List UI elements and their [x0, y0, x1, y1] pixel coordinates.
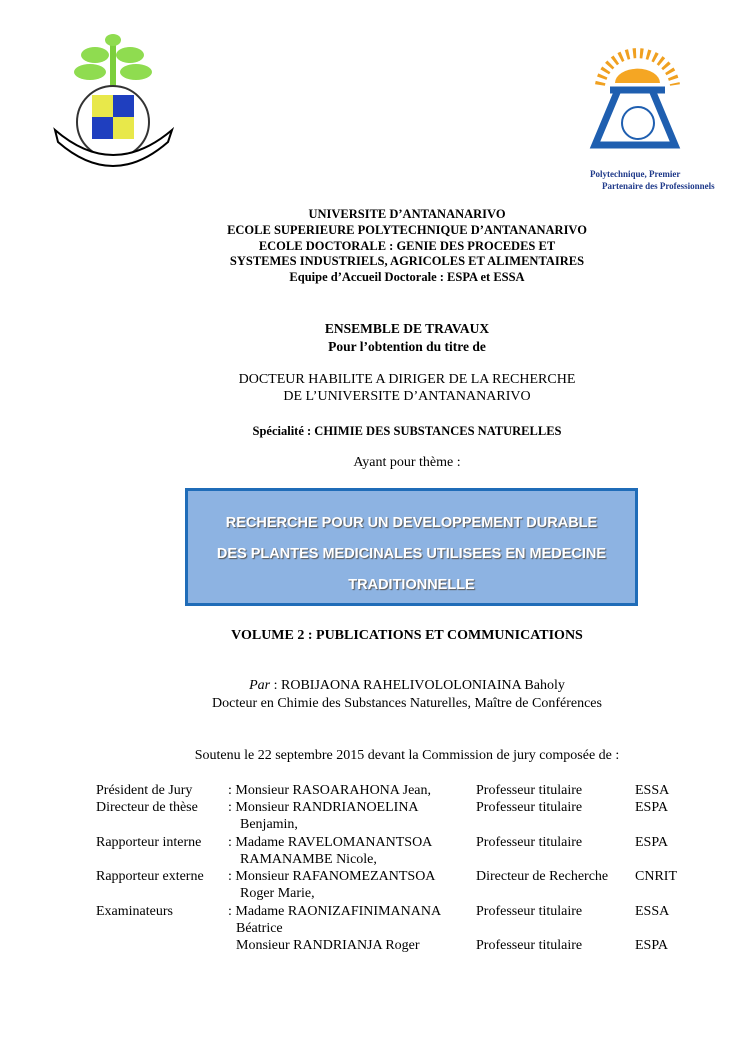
defense-statement: Soutenu le 22 septembre 2015 devant la Commission de jury composée de : — [194, 748, 620, 763]
jury-institution: ESPA — [635, 938, 668, 953]
header-line: Equipe d’Accueil Doctorale : ESPA et ESSA — [289, 270, 525, 285]
jury-name-cont: RAMANAMBE Nicole, — [240, 852, 377, 867]
jury-name-cont: Béatrice — [236, 921, 283, 936]
jury-name: : Monsieur RANDRIANOELINA — [228, 800, 419, 815]
jury-grade: Professeur titulaire — [476, 800, 583, 815]
header-line: UNIVERSITE D’ANTANANARIVO — [308, 207, 506, 221]
header-line: SYSTEMES INDUSTRIELS, AGRICOLES ET ALIMENTAIRES — [229, 254, 585, 269]
jury-name: Monsieur RANDRIANJA Roger — [236, 938, 420, 953]
jury-role: Président de Jury — [96, 783, 193, 798]
slogan-line: Partenaire des Professionnels — [602, 181, 715, 191]
jury-grade: Directeur de Recherche — [476, 869, 609, 884]
university-logo — [50, 30, 180, 175]
jury-name: : Madame RAVELOMANANTSOA — [228, 835, 433, 850]
header-line: ECOLE DOCTORALE : GENIE DES PROCEDES ET — [258, 238, 556, 253]
jury-grade: Professeur titulaire — [476, 783, 583, 798]
jury-name: : Monsieur RAFANOMEZANTSOA — [228, 869, 436, 884]
degree — [0, 372, 745, 405]
jury-name: : Monsieur RASOARAHONA Jean, — [228, 783, 431, 798]
degree-line: DE L’UNIVERSITE D’ANTANANARIVO — [283, 388, 531, 404]
theme-intro: Ayant pour thème : — [353, 455, 461, 470]
theme-line: TRADITIONNELLE — [348, 577, 475, 593]
work-type — [0, 320, 745, 356]
specialite: Spécialité : CHIMIE DES SUBSTANCES NATURELLES — [252, 424, 562, 438]
jury-name-cont: Benjamin, — [240, 817, 298, 832]
jury-grade: Professeur titulaire — [476, 904, 583, 919]
jury-institution: ESPA — [635, 800, 668, 815]
author-name: : ROBIJAONA RAHELIVOLOLONIAINA Baholy — [270, 678, 565, 693]
jury-role: Directeur de thèse — [96, 800, 198, 815]
par-label: Par — [249, 678, 271, 693]
jury-grade: Professeur titulaire — [476, 938, 583, 953]
ensemble-line: ENSEMBLE DE TRAVAUX — [324, 321, 490, 336]
slogan-line: Polytechnique, Premier — [590, 169, 681, 179]
theme-line: DES PLANTES MEDICINALES UTILISEES EN MEDECINE — [216, 546, 607, 562]
author-line — [0, 678, 745, 694]
theme-line: RECHERCHE POUR UN DEVELOPPEMENT DURABLE — [225, 515, 598, 531]
volume-title: VOLUME 2 : PUBLICATIONS ET COMMUNICATIONS — [231, 628, 583, 643]
degree-line: DOCTEUR HABILITE A DIRIGER DE LA RECHERCHE — [238, 372, 576, 387]
obtention-line: Pour l’obtention du titre de — [328, 339, 486, 354]
jury-name-cont: Roger Marie, — [240, 886, 315, 901]
jury-grade: Professeur titulaire — [476, 835, 583, 850]
jury-role: Examinateurs — [96, 904, 173, 919]
jury-institution: ESSA — [635, 904, 670, 919]
jury-name: : Madame RAONIZAFINIMANANA — [228, 904, 442, 919]
espa-logo — [580, 35, 690, 160]
jury-role: Rapporteur interne — [96, 835, 202, 850]
author-title: Docteur en Chimie des Substances Naturelles, Maître de Conférences — [212, 696, 602, 711]
jury-institution: ESPA — [635, 835, 668, 850]
jury-institution: ESSA — [635, 783, 670, 798]
institution-header — [0, 207, 745, 286]
jury-role: Rapporteur externe — [96, 869, 204, 884]
theme-title-box — [185, 488, 638, 606]
jury-institution: CNRIT — [635, 869, 677, 884]
slogan — [590, 168, 715, 192]
header-line: ECOLE SUPERIEURE POLYTECHNIQUE D’ANTANANARIVO — [227, 222, 587, 237]
